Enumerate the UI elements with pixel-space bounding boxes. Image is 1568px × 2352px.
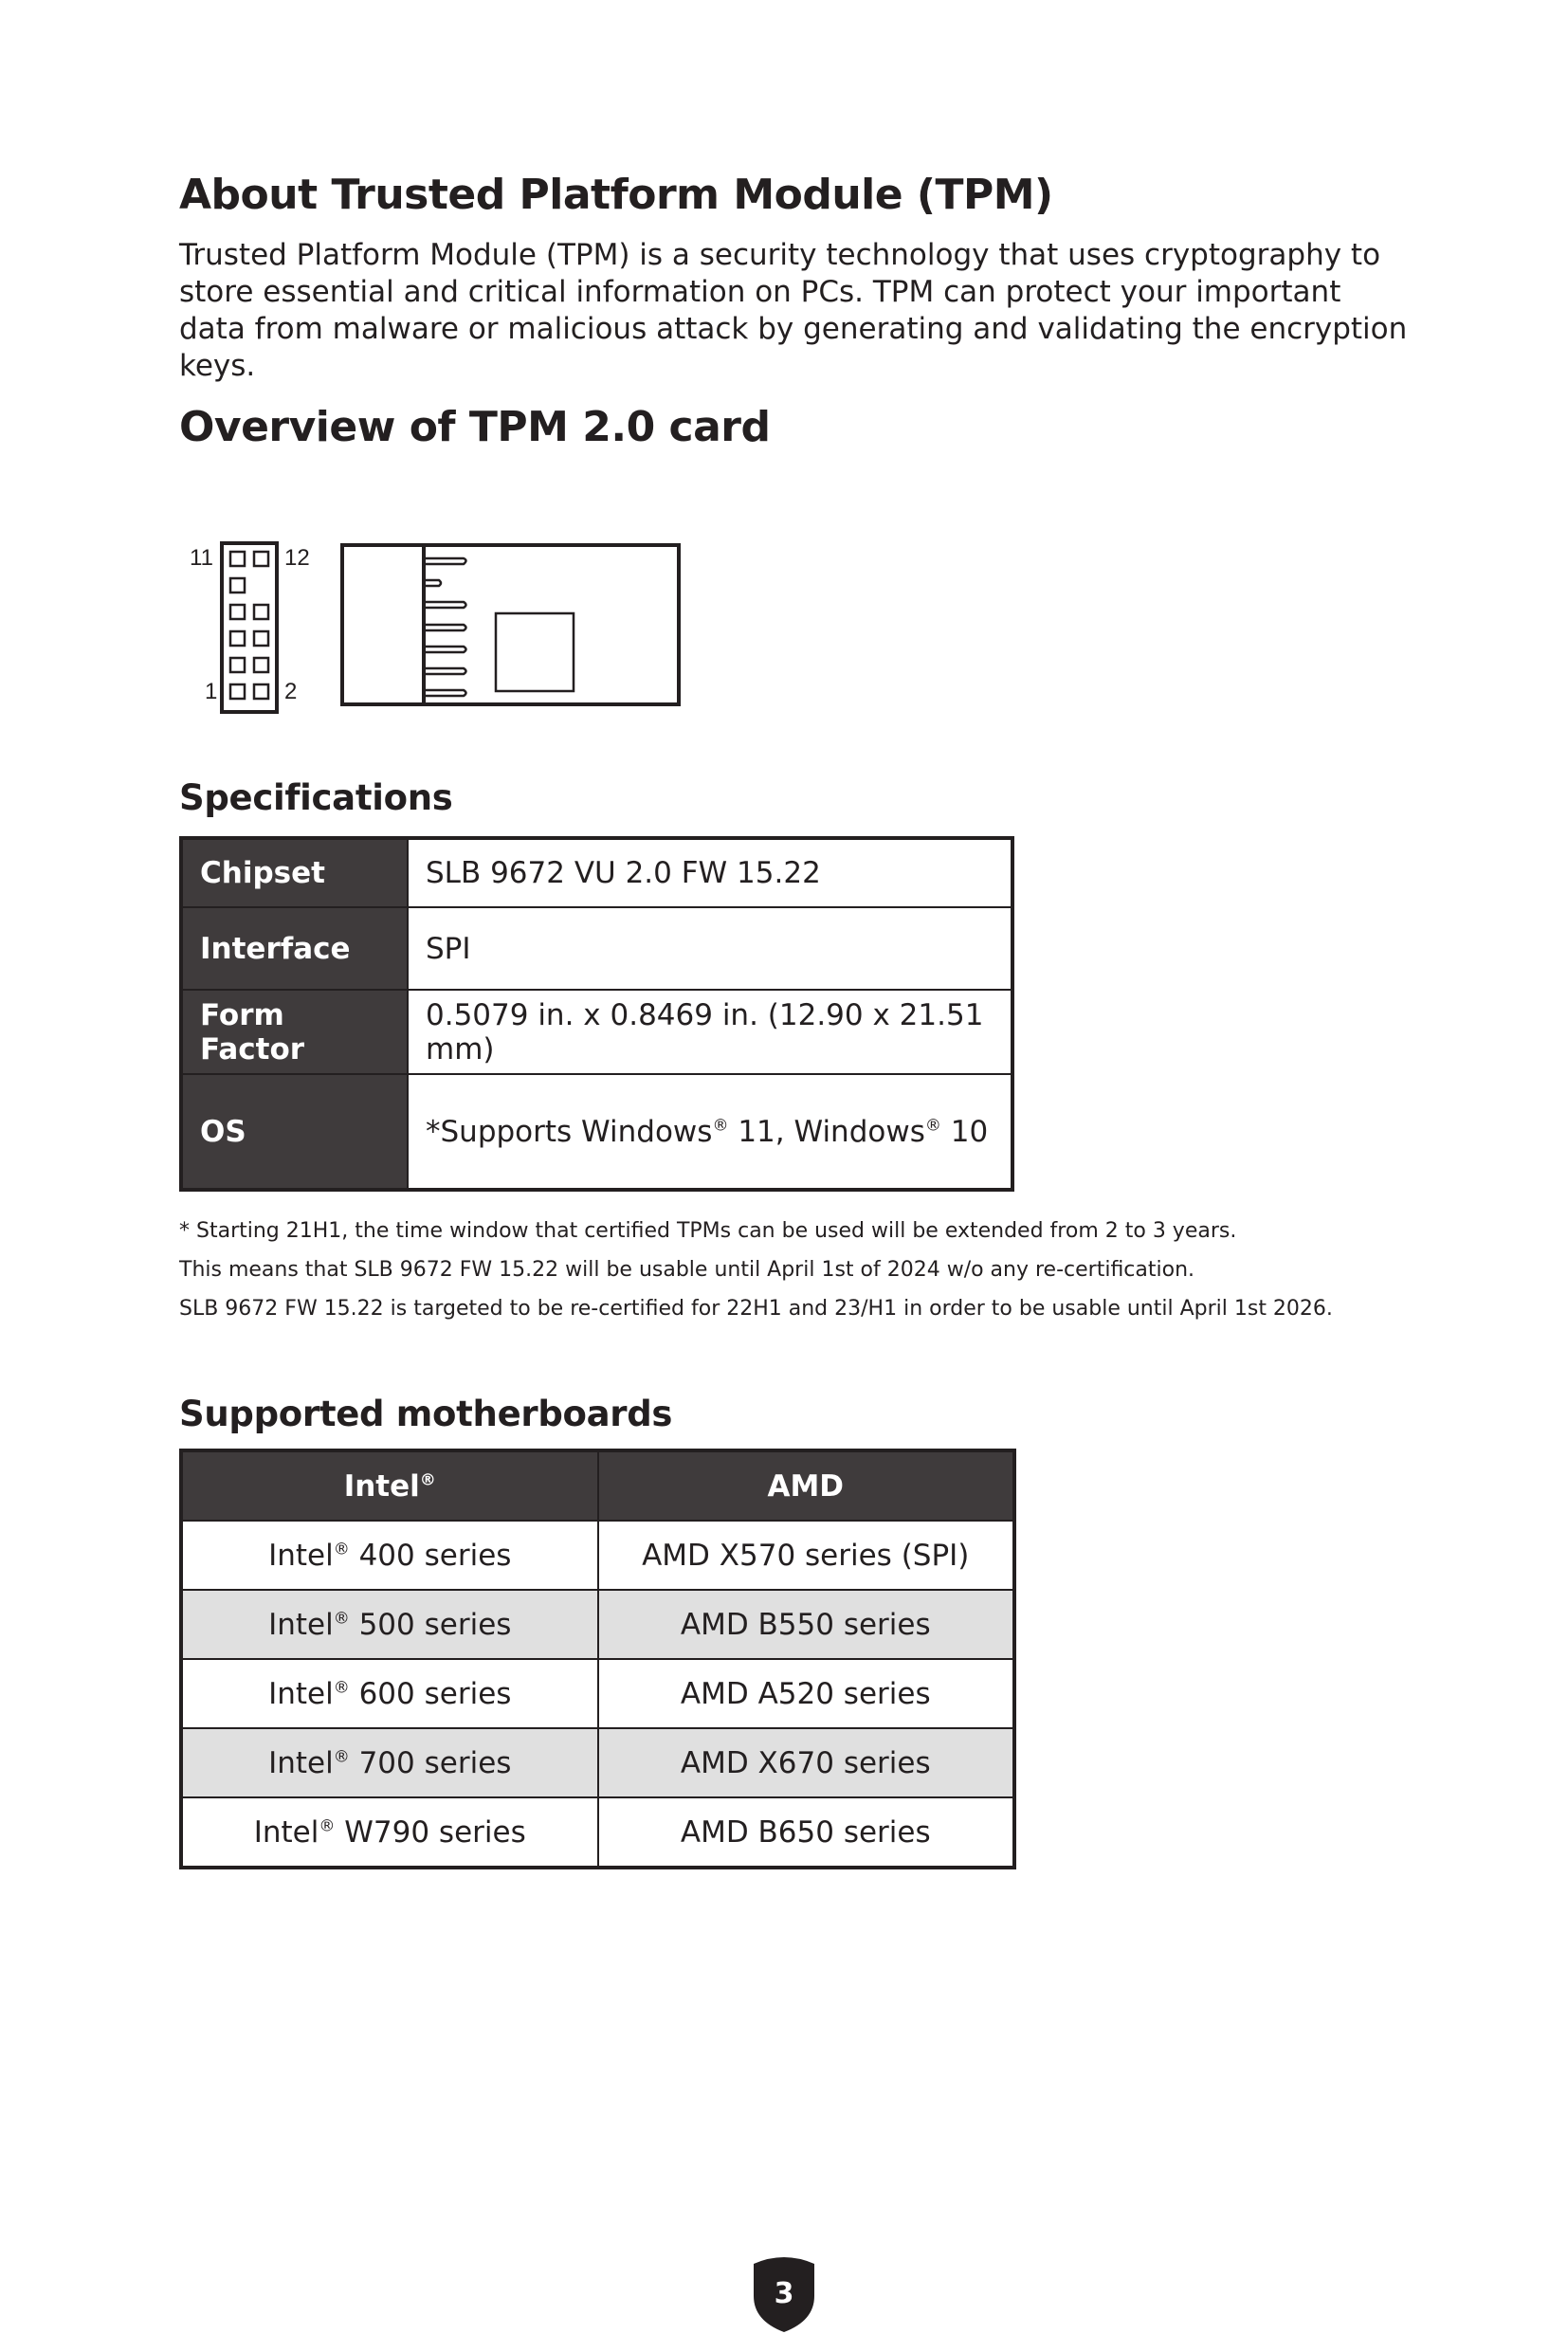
intel-cell: Intel® 500 series: [181, 1590, 598, 1659]
table-header-row: [181, 1450, 1014, 1521]
pin-label-12: 12: [284, 545, 310, 571]
amd-cell: AMD B550 series: [598, 1590, 1015, 1659]
amd-cell: AMD X570 series (SPI): [598, 1521, 1015, 1590]
spec-row-form-factor: [181, 990, 1012, 1074]
os-text-prefix: *Supports Windows: [426, 1114, 713, 1149]
page-number: 3: [774, 2277, 794, 2310]
table-row: [181, 1521, 1014, 1590]
amd-cell: AMD B650 series: [598, 1797, 1015, 1868]
specifications-heading: Specifications: [179, 777, 453, 818]
table-row: [181, 1797, 1014, 1868]
footnote-line: SLB 9672 FW 15.22 is targeted to be re-certified for 22H1 and 23/H1 in order to be usable until April 1st 2026.: [179, 1297, 1333, 1321]
column-header-intel: Intel®: [181, 1450, 598, 1521]
spec-value: SPI: [408, 907, 1012, 990]
registered-mark: ®: [419, 1470, 436, 1490]
table-row: [181, 1659, 1014, 1728]
registered-mark: ®: [712, 1116, 729, 1136]
spec-label: Interface: [181, 907, 408, 990]
intel-cell: Intel® 400 series: [181, 1521, 598, 1590]
spec-row-chipset: [181, 838, 1012, 907]
spec-value: SLB 9672 VU 2.0 FW 15.22: [408, 838, 1012, 907]
footnote-line: This means that SLB 9672 FW 15.22 will be usable until April 1st of 2024 w/o any re-certification.: [179, 1258, 1195, 1282]
footnote-line: * Starting 21H1, the time window that certified TPMs can be used will be extended from 2 to 3 years.: [179, 1219, 1237, 1243]
intel-cell: Intel® 600 series: [181, 1659, 598, 1728]
pin-label-2: 2: [284, 679, 298, 704]
page-number-badge: [752, 2254, 816, 2334]
intel-cell: Intel® 700 series: [181, 1728, 598, 1797]
amd-cell: AMD A520 series: [598, 1659, 1015, 1728]
pin-header: [222, 543, 277, 712]
table-row: [181, 1590, 1014, 1659]
os-text-mid: 11, Windows: [728, 1114, 925, 1149]
amd-cell: AMD X670 series: [598, 1728, 1015, 1797]
spec-value: [408, 1074, 1012, 1190]
tpm-card-diagram: [179, 531, 710, 720]
os-text-suffix: 10: [940, 1114, 989, 1149]
spec-row-interface: [181, 907, 1012, 990]
about-tpm-paragraph: Trusted Platform Module (TPM) is a security technology that uses cryptography to store essential and critical information on PCs. TPM can protect your important data from malware or malicious attack by generating and validating the encryption keys.: [179, 238, 1408, 383]
intel-cell: Intel® W790 series: [181, 1797, 598, 1868]
overview-heading: Overview of TPM 2.0 card: [179, 403, 771, 451]
pin-label-1: 1: [205, 679, 218, 704]
spec-row-os: [181, 1074, 1012, 1190]
registered-mark: ®: [924, 1116, 941, 1136]
pin-label-11: 11: [190, 545, 213, 571]
supported-motherboards-table: [179, 1449, 1016, 1869]
spec-value: 0.5079 in. x 0.8469 in. (12.90 x 21.51 mm): [408, 990, 1012, 1074]
spec-label: OS: [181, 1074, 408, 1190]
table-row: [181, 1728, 1014, 1797]
column-header-amd: AMD: [598, 1450, 1015, 1521]
supported-motherboards-heading: Supported motherboards: [179, 1394, 673, 1434]
spec-label: Form Factor: [181, 990, 408, 1074]
about-tpm-heading: About Trusted Platform Module (TPM): [179, 171, 1053, 219]
spec-label: Chipset: [181, 838, 408, 907]
spec-footnotes: [179, 1212, 1412, 1328]
tpm-card-board: [342, 545, 679, 704]
specifications-table: [179, 836, 1014, 1192]
